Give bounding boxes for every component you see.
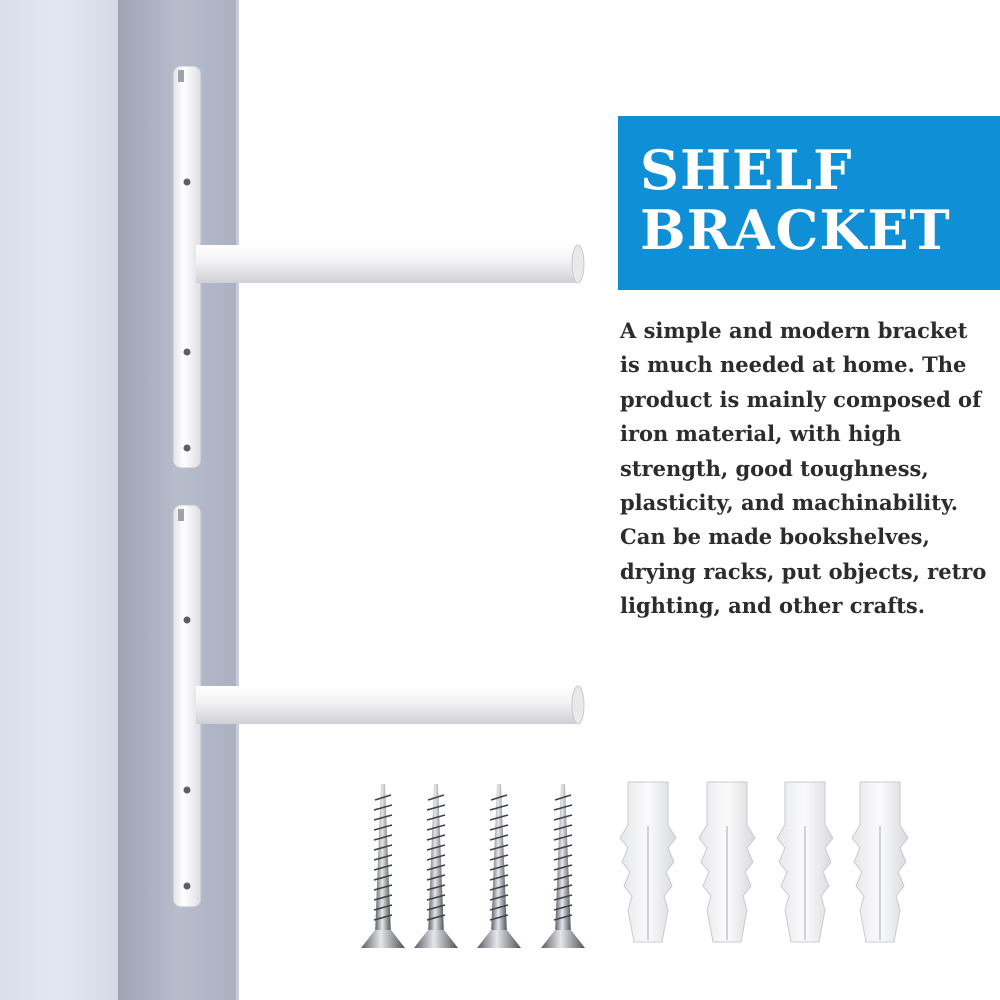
wall-anchor [699, 782, 755, 942]
title-banner [618, 116, 1000, 290]
screw [477, 784, 521, 948]
screw [414, 784, 458, 948]
title-line-2: BRACKET [640, 198, 951, 262]
product-description: A simple and modern bracket is much needed at home. The product is mainly composed of iron material, with high strength, good toughness, plasticity, and machinability. Can be made bookshelves, drying racks, put objects, retro lighting, and other crafts. [620, 318, 987, 619]
screw [361, 784, 405, 948]
wall-anchor [620, 782, 676, 942]
wall [0, 0, 239, 1000]
screw [541, 784, 585, 948]
wall-anchor [777, 782, 833, 942]
wall-anchor [852, 782, 908, 942]
title-line-1: SHELF [640, 138, 853, 202]
